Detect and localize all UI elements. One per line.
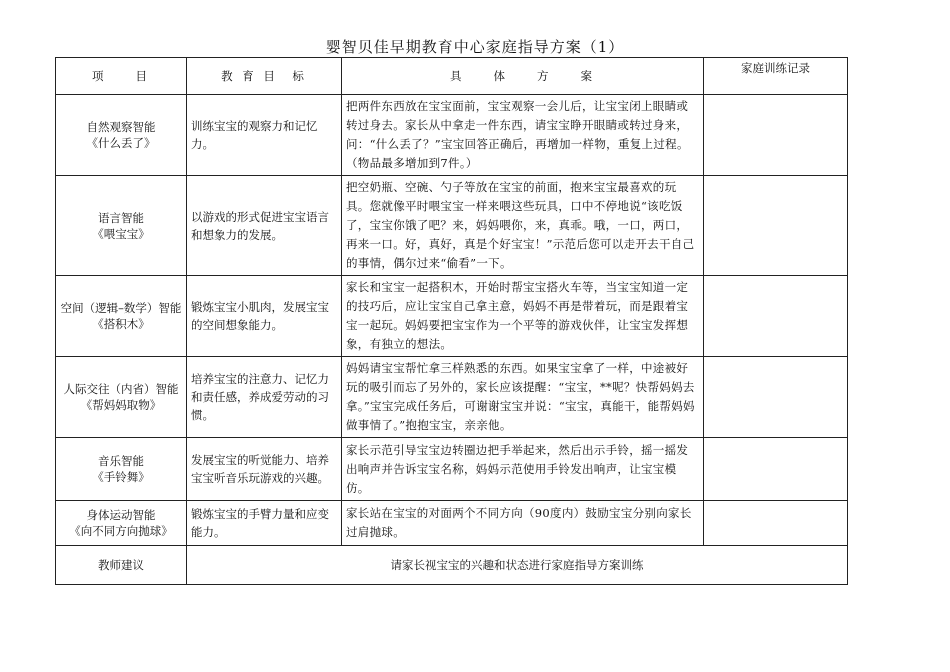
header-plan: 具 体 方 案: [342, 58, 704, 95]
item-activity: 《向不同方向抛球》: [69, 524, 173, 538]
teacher-suggestion: 请家长视宝宝的兴趣和状态进行家庭指导方案训练: [187, 546, 848, 585]
plan-cell: 家长示范引导宝宝边转圈边把手举起来，然后出示手铃，摇一摇发出响声并告诉宝宝名称，妈妈示范使用手铃发出响声，让宝宝模仿。: [342, 438, 704, 501]
header-row: [56, 58, 848, 95]
teacher-row: [56, 546, 848, 585]
header-goal: 教 育 目 标: [187, 58, 342, 95]
table-row: [56, 438, 848, 501]
plan-cell: 把两件东西放在宝宝面前，宝宝观察一会儿后，让宝宝闭上眼睛或转过身去。家长从中拿走一件东西，请宝宝睁开眼睛或转过身来，问：“什么丢了？”宝宝回答正确后，再增加一样物，重复上过程。（物品最多增加到7件。）: [342, 95, 704, 176]
plan-cell: 把空奶瓶、空碗、勺子等放在宝宝的前面，抱来宝宝最喜欢的玩具。您就像平时喂宝宝一样来喂这些玩具，口中不停地说“该吃饭了，宝宝你饿了吧？来，妈妈喂你，来，真乖。哦，一口，两口，再来一口。好，真好，真是个好宝宝！”示范后您可以走开去干自己的事情，偶尔过来“偷看”一下。: [342, 176, 704, 276]
item-name: 身体运动智能: [86, 508, 156, 522]
goal-cell: 锻炼宝宝的手臂力量和应变能力。: [187, 501, 342, 546]
goal-cell: 培养宝宝的注意力、记忆力和责任感，养成爱劳动的习惯。: [187, 357, 342, 438]
record-cell[interactable]: [704, 501, 848, 546]
record-cell[interactable]: [704, 176, 848, 276]
record-cell[interactable]: [704, 438, 848, 501]
item-activity: 《喂宝宝》: [92, 226, 150, 241]
goal-cell: 锻炼宝宝小肌肉，发展宝宝的空间想象能力。: [187, 276, 342, 357]
item-name: 自然观察智能: [86, 120, 156, 134]
table-row: [56, 357, 848, 438]
item-cell: [56, 95, 187, 176]
table-row: [56, 501, 848, 546]
item-name: 语言智能: [98, 210, 144, 225]
table-row: [56, 276, 848, 357]
item-cell: [56, 276, 187, 357]
goal-cell: 以游戏的形式促进宝宝语言和想象力的发展。: [187, 176, 342, 276]
record-cell[interactable]: [704, 276, 848, 357]
item-activity: 《手铃舞》: [92, 470, 150, 484]
page-title: 婴智贝佳早期教育中心家庭指导方案（1）: [325, 38, 625, 56]
goal-cell: 训练宝宝的观察力和记忆力。: [187, 95, 342, 176]
plan-cell: 家长站在宝宝的对面两个不同方向（90度内）鼓励宝宝分别向家长过肩抛球。: [342, 501, 704, 546]
goal-cell: 发展宝宝的听觉能力、培养宝宝听音乐玩游戏的兴趣。: [187, 438, 342, 501]
table-row: [56, 95, 848, 176]
item-activity: 《帮妈妈取物》: [80, 398, 162, 412]
item-cell: [56, 501, 187, 546]
record-cell[interactable]: [704, 357, 848, 438]
item-cell: [56, 357, 187, 438]
plan-cell: 妈妈请宝宝帮忙拿三样熟悉的东西。如果宝宝拿了一样，中途被好玩的吸引而忘了另外的，家长应该提醒：“宝宝，**呢？快帮妈妈去拿。”宝宝完成任务后，可谢谢宝宝并说：“宝宝，真能干，能帮妈妈做事情了。”抱抱宝宝，亲亲他。: [342, 357, 704, 438]
item-cell: [56, 176, 187, 276]
item-name: 音乐智能: [98, 454, 144, 468]
item-activity: 《什么丢了》: [86, 136, 156, 150]
plan-cell: 家长和宝宝一起搭积木，开始时帮宝宝搭火车等，当宝宝知道一定的技巧后，应让宝宝自己拿主意，妈妈不再是带着玩，而是跟着宝宝一起玩。妈妈要把宝宝作为一个平等的游戏伙伴，让宝宝发挥想象，有独立的想法。: [342, 276, 704, 357]
item-activity: 《搭积木》: [92, 317, 150, 331]
table-row: [56, 176, 848, 276]
item-name: 人际交往（内省）智能: [63, 382, 179, 396]
guidance-table: [55, 57, 848, 585]
record-cell[interactable]: [704, 95, 848, 176]
header-record: 家庭训练记录: [704, 58, 848, 95]
header-item: 项 目: [56, 58, 187, 95]
teacher-label: 教师建议: [56, 546, 187, 585]
item-cell: [56, 438, 187, 501]
item-name: 空间（逻辑–数学）智能: [60, 301, 182, 315]
